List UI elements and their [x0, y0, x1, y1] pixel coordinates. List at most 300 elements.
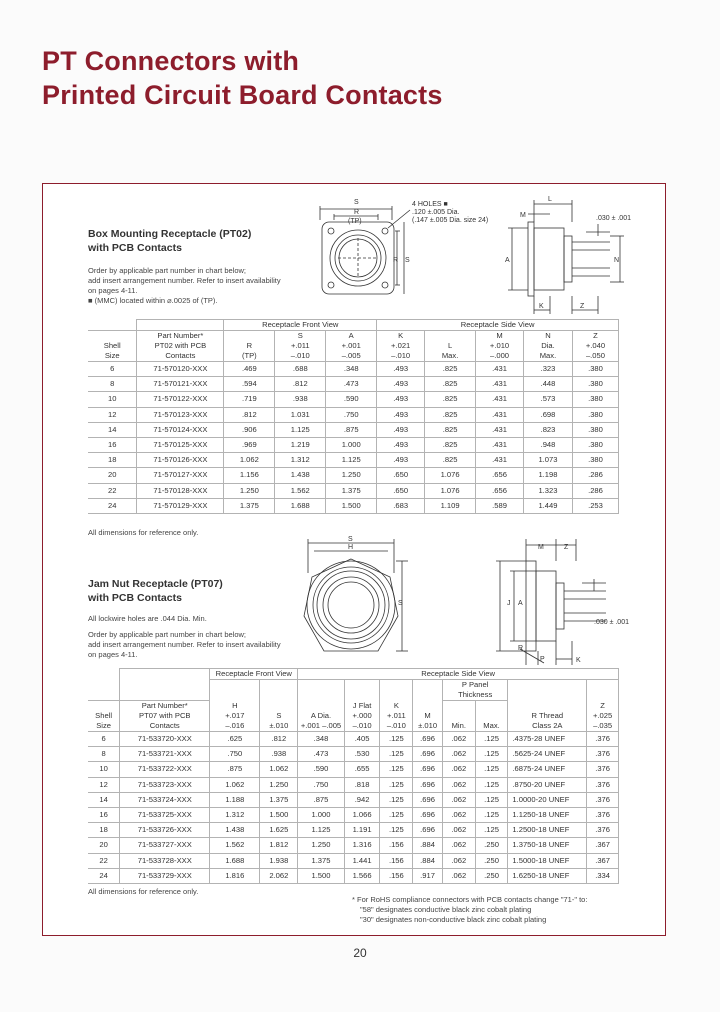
pt02-table-cell: 1.198	[524, 468, 573, 483]
pt07-table-body	[88, 732, 619, 884]
pt02-table-cell: .253	[572, 498, 618, 513]
pt07-table-cell: .156	[380, 868, 413, 883]
pt07-table-cell: 1.816	[210, 868, 260, 883]
pt02-table-row	[88, 422, 619, 437]
pt07-table-cell: 10	[88, 762, 120, 777]
pt02-table-cell: .969	[224, 437, 275, 452]
pt07-note: add insert arrangement number. Refer to insert availability	[88, 640, 281, 649]
pt07-table-cell: 1.250	[298, 838, 344, 853]
pt02-table-cell: .431	[476, 422, 524, 437]
pt07-table-cell: .625	[210, 732, 260, 747]
pt02-table-cell: .493	[377, 377, 425, 392]
pt07-spec-table	[88, 668, 619, 884]
pt02-table-cell: 1.125	[326, 453, 377, 468]
pt07-table-cell: 1.438	[210, 823, 260, 838]
pt02-table-cell: 71-570123-XXX	[137, 407, 224, 422]
pt02-table-row	[88, 437, 619, 452]
pt02-col-header: Shell Size	[88, 331, 137, 362]
pt07-table-cell: 1.812	[260, 838, 298, 853]
pt02-label-tol: .030 ± .001	[596, 215, 631, 222]
pt07-table-row	[88, 807, 619, 822]
pt07-table-cell: 1.2500-18 UNEF	[508, 823, 587, 838]
pt02-table-row	[88, 453, 619, 468]
pt02-note: ■ (MMC) located within ⌀.0025 of (TP).	[88, 296, 218, 305]
pt07-table-cell: 1.688	[210, 853, 260, 868]
pt02-table-cell: .493	[377, 437, 425, 452]
pt07-table-cell: 1.062	[260, 762, 298, 777]
pt07-col-header: K +.011 –.010	[380, 680, 413, 732]
pt02-heading-line1: Box Mounting Receptacle (PT02)	[88, 228, 252, 240]
pt02-table-cell: 1.076	[425, 483, 476, 498]
pt07-table-row	[88, 838, 619, 853]
pt07-table-cell: 1.625	[260, 823, 298, 838]
pt02-table-cell: .493	[377, 392, 425, 407]
pt07-table-cell: 71-533722-XXX	[120, 762, 210, 777]
pt07-table-cell: .884	[413, 853, 443, 868]
pt02-table-cell: 71-570121-XXX	[137, 377, 224, 392]
pt02-label-a: A	[505, 257, 510, 264]
pt07-table-cell: .376	[587, 762, 619, 777]
pt02-table-cell: .431	[476, 437, 524, 452]
pt07-label-p: P	[540, 656, 545, 663]
pt07-table-cell: .655	[344, 762, 380, 777]
pt02-table-cell: 1.076	[425, 468, 476, 483]
pt02-table-cell: .825	[425, 362, 476, 377]
pt07-table-cell: 1.191	[344, 823, 380, 838]
page-title	[42, 44, 443, 112]
pt07-table-row	[88, 762, 619, 777]
pt02-front-view-drawing	[300, 192, 489, 312]
pt07-col-header: R Thread Class 2A	[508, 680, 587, 732]
pt07-table-cell: .4375-28 UNEF	[508, 732, 587, 747]
pt07-table-cell: .590	[298, 762, 344, 777]
pt07-table-cell: 16	[88, 807, 120, 822]
pt02-table-cell: .825	[425, 422, 476, 437]
pt07-table-cell: 12	[88, 777, 120, 792]
pt07-note: All lockwire holes are .044 Dia. Min.	[88, 614, 207, 623]
pt02-table-cell: 1.312	[275, 453, 326, 468]
pt02-table-cell: 1.375	[326, 483, 377, 498]
pt07-table-cell: 18	[88, 823, 120, 838]
rohs-note: * For RoHS compliance connectors with PCB contacts change "71-" to:	[352, 895, 588, 904]
pt02-table-cell: .825	[425, 407, 476, 422]
pt07-table-cell: .750	[298, 777, 344, 792]
pt07-table-cell: .062	[442, 762, 475, 777]
pt02-table-cell: .875	[326, 422, 377, 437]
pt02-table-cell: .650	[377, 483, 425, 498]
pt02-notes	[88, 266, 281, 306]
pt02-table-cell: 18	[88, 453, 137, 468]
pt02-table-cell: .431	[476, 392, 524, 407]
pt02-table-cell: .656	[476, 468, 524, 483]
pt02-table-cell: .683	[377, 498, 425, 513]
title-line-2: Printed Circuit Board Contacts	[42, 80, 443, 110]
pt07-table-cell: .376	[587, 807, 619, 822]
pt07-table-cell: 1.566	[344, 868, 380, 883]
pt02-table-cell: 71-570122-XXX	[137, 392, 224, 407]
pt02-label-k: K	[539, 303, 544, 310]
pt07-table-cell: .405	[344, 732, 380, 747]
pt07-heading-line2: with PCB Contacts	[88, 592, 182, 604]
pt07-notes-a	[88, 614, 207, 624]
pt07-table-cell: .696	[413, 732, 443, 747]
pt07-table-row	[88, 823, 619, 838]
pt02-col-header: N Dia. Max.	[524, 331, 573, 362]
pt02-table-cell: 16	[88, 437, 137, 452]
pt02-table-cell: 1.449	[524, 498, 573, 513]
pt02-heading	[88, 227, 251, 255]
pt07-table-cell: .696	[413, 762, 443, 777]
pt02-table-cell: .431	[476, 362, 524, 377]
pt07-table-cell: 14	[88, 792, 120, 807]
pt02-table-cell: .380	[572, 362, 618, 377]
rohs-notes	[352, 895, 587, 925]
pt02-table-cell: .812	[275, 377, 326, 392]
pt07-table-cell: 8	[88, 747, 120, 762]
pt07-table-cell: 1.562	[210, 838, 260, 853]
pt07-col-header: M ±.010	[413, 680, 443, 732]
pt02-table-cell: .594	[224, 377, 275, 392]
pt02-col-header: Z +.040 –.050	[572, 331, 618, 362]
pt02-table-cell: .688	[275, 362, 326, 377]
pt07-table-cell: .062	[442, 792, 475, 807]
pt07-table-cell: 22	[88, 853, 120, 868]
pt07-table-cell: 71-533726-XXX	[120, 823, 210, 838]
pt07-table-cell: .875	[298, 792, 344, 807]
pt07-table-cell: .6875-24 UNEF	[508, 762, 587, 777]
pt07-table-cell: 1.938	[260, 853, 298, 868]
pt07-table-cell: .156	[380, 838, 413, 853]
pt07-label-tol: .030 ± .001	[594, 619, 629, 626]
pt07-table-cell: .530	[344, 747, 380, 762]
pt07-table-cell: .818	[344, 777, 380, 792]
pt02-table-cell: 1.073	[524, 453, 573, 468]
pt07-table-cell: .062	[442, 838, 475, 853]
pt02-table-cell: .812	[224, 407, 275, 422]
pt07-table-cell: 1.375	[298, 853, 344, 868]
pt02-table-cell: .938	[275, 392, 326, 407]
pt07-table-cell: .5625-24 UNEF	[508, 747, 587, 762]
pt07-table-cell: 1.0000-20 UNEF	[508, 792, 587, 807]
pt07-table-cell: 1.188	[210, 792, 260, 807]
pt07-table-cell: .376	[587, 732, 619, 747]
pt07-table-cell: .696	[413, 823, 443, 838]
pt02-table-cell: .825	[425, 453, 476, 468]
pt07-heading-line1: Jam Nut Receptacle (PT07)	[88, 578, 223, 590]
pt07-col-header: A Dia. +.001 –.005	[298, 680, 344, 732]
pt02-table-cell: .825	[425, 377, 476, 392]
pt02-col-header: S +.011 –.010	[275, 331, 326, 362]
pt02-col-header: L Max.	[425, 331, 476, 362]
pt07-table-cell: .884	[413, 838, 443, 853]
pt02-label-tp: (TP)	[348, 218, 362, 225]
pt07-table-cell: 6	[88, 732, 120, 747]
pt02-label-s: S	[354, 199, 359, 206]
pt02-table-cell: .380	[572, 437, 618, 452]
pt02-table-cell: 1.109	[425, 498, 476, 513]
pt07-group-panel: P Panel Thickness	[442, 680, 508, 701]
pt07-col-header: J Flat +.000 –.010	[344, 680, 380, 732]
pt02-table-row	[88, 498, 619, 513]
pt02-table-cell: .719	[224, 392, 275, 407]
pt07-label-j: J	[507, 600, 511, 607]
pt02-table-cell: .573	[524, 392, 573, 407]
pt07-table-cell: .125	[475, 747, 508, 762]
pt07-table-cell: .334	[587, 868, 619, 883]
pt07-table-cell: 71-533724-XXX	[120, 792, 210, 807]
pt02-table-cell: .431	[476, 377, 524, 392]
pt02-table-cell: 71-570126-XXX	[137, 453, 224, 468]
rohs-note: "30" designates non-conductive black zinc cobalt plating	[360, 915, 547, 924]
pt07-col-header: Shell Size	[88, 701, 120, 732]
pt02-label-l: L	[548, 196, 552, 203]
pt07-group-front-view: Receptacle Front View	[210, 669, 298, 680]
pt02-footnote: All dimensions for reference only.	[88, 528, 199, 537]
pt07-table-cell: .125	[475, 807, 508, 822]
pt07-heading	[88, 577, 223, 605]
pt02-table-cell: .380	[572, 377, 618, 392]
pt02-table-cell: 12	[88, 407, 137, 422]
pt07-table-cell: 1.500	[260, 807, 298, 822]
pt02-note: Order by applicable part number in chart below;	[88, 266, 246, 275]
pt07-table-cell: .473	[298, 747, 344, 762]
pt02-table-cell: .825	[425, 437, 476, 452]
pt02-label-r: R	[354, 209, 360, 216]
pt07-table-row	[88, 853, 619, 868]
title-line-1: PT Connectors with	[42, 46, 300, 76]
pt02-heading-line2: with PCB Contacts	[88, 242, 182, 254]
pt02-table-row	[88, 377, 619, 392]
pt02-note: add insert arrangement number. Refer to insert availability	[88, 276, 281, 285]
pt02-group-side-view: Receptacle Side View	[377, 320, 619, 331]
pt07-table-cell: 71-533720-XXX	[120, 732, 210, 747]
pt07-table-cell: .125	[475, 777, 508, 792]
pt07-table-cell: 1.6250-18 UNEF	[508, 868, 587, 883]
pt07-table-cell: .062	[442, 807, 475, 822]
pt02-table-cell: .650	[377, 468, 425, 483]
pt07-table-cell: .696	[413, 792, 443, 807]
pt02-table-cell: .493	[377, 453, 425, 468]
pt07-table-cell: 20	[88, 838, 120, 853]
pt07-label-r: R	[518, 645, 524, 652]
pt02-table-cell: 24	[88, 498, 137, 513]
pt02-table-cell: 1.062	[224, 453, 275, 468]
pt07-table-cell: 24	[88, 868, 120, 883]
pt07-table-cell: .062	[442, 823, 475, 838]
pt07-table-cell: .8750-20 UNEF	[508, 777, 587, 792]
pt02-label-s2: S	[405, 257, 410, 264]
pt07-table-row	[88, 777, 619, 792]
pt02-col-header: M +.010 –.000	[476, 331, 524, 362]
pt07-table-row	[88, 792, 619, 807]
pt07-table-cell: 71-533727-XXX	[120, 838, 210, 853]
pt07-table-cell: .125	[380, 747, 413, 762]
pt07-label-z: Z	[564, 544, 569, 551]
pt02-table-cell: 14	[88, 422, 137, 437]
pt07-table-cell: .062	[442, 732, 475, 747]
pt07-table-cell: 1.000	[298, 807, 344, 822]
pt02-table-cell: .493	[377, 407, 425, 422]
pt02-table-cell: .431	[476, 453, 524, 468]
pt07-table-cell: .938	[260, 747, 298, 762]
pt02-table-cell: 22	[88, 483, 137, 498]
pt07-table-cell: 1.312	[210, 807, 260, 822]
pt07-table-cell: .917	[413, 868, 443, 883]
pt02-table-cell: 1.438	[275, 468, 326, 483]
pt07-table-cell: .348	[298, 732, 344, 747]
pt07-table-cell: .125	[380, 807, 413, 822]
pt02-table-cell: 8	[88, 377, 137, 392]
pt07-table-cell: .376	[587, 777, 619, 792]
pt02-col-header: A +.001 –.005	[326, 331, 377, 362]
pt02-table-cell: .473	[326, 377, 377, 392]
pt02-table-cell: 1.688	[275, 498, 326, 513]
pt02-table-cell: 71-570120-XXX	[137, 362, 224, 377]
pt02-table-cell: 1.219	[275, 437, 326, 452]
pt02-label-holes: (.147 ±.005 Dia. size 24)	[412, 217, 489, 224]
pt07-table-cell: .156	[380, 853, 413, 868]
pt07-table-cell: 1.316	[344, 838, 380, 853]
pt07-label-s2: S	[398, 600, 403, 607]
pt07-table-cell: 71-533725-XXX	[120, 807, 210, 822]
pt07-col-header: Z +.025 –.035	[587, 680, 619, 732]
pt07-table-cell: .875	[210, 762, 260, 777]
pt07-col-header-max: Max.	[475, 701, 508, 732]
pt02-table-cell: 20	[88, 468, 137, 483]
pt07-table-cell: .696	[413, 747, 443, 762]
pt07-footnote: All dimensions for reference only.	[88, 887, 199, 896]
pt07-table-cell: .250	[475, 853, 508, 868]
pt02-table-cell: .286	[572, 468, 618, 483]
pt02-col-header: R (TP)	[224, 331, 275, 362]
pt02-table-cell: .589	[476, 498, 524, 513]
pt07-table-cell: .696	[413, 807, 443, 822]
pt02-col-header: K +.021 –.010	[377, 331, 425, 362]
pt07-side-view-drawing	[496, 535, 646, 685]
pt02-spec-table	[88, 319, 619, 514]
pt02-label-holes: 4 HOLES ■	[412, 201, 448, 208]
pt07-table-cell: 1.062	[210, 777, 260, 792]
pt02-table-cell: 1.125	[275, 422, 326, 437]
page-number: 20	[353, 946, 367, 960]
pt07-table-cell: .125	[380, 792, 413, 807]
pt02-label-z: Z	[580, 303, 585, 310]
pt02-table-cell: .380	[572, 392, 618, 407]
pt02-note: on pages 4-11.	[88, 286, 138, 295]
pt07-front-view-drawing	[298, 533, 418, 669]
pt02-table-row	[88, 468, 619, 483]
pt02-table-cell: 1.375	[224, 498, 275, 513]
pt02-table-cell: 1.250	[224, 483, 275, 498]
pt02-col-header: Part Number* PT02 with PCB Contacts	[137, 331, 224, 362]
pt02-table-cell: 6	[88, 362, 137, 377]
pt07-table-cell: 71-533728-XXX	[120, 853, 210, 868]
pt02-table-cell: .906	[224, 422, 275, 437]
pt07-col-header: Part Number* PT07 with PCB Contacts	[120, 701, 210, 732]
pt02-table-cell: .590	[326, 392, 377, 407]
pt07-table-cell: 1.500	[298, 868, 344, 883]
pt02-table-row	[88, 483, 619, 498]
pt02-table-cell: .493	[377, 422, 425, 437]
pt02-table-cell: .469	[224, 362, 275, 377]
pt07-table-cell: .125	[475, 823, 508, 838]
pt02-table-cell: 71-570128-XXX	[137, 483, 224, 498]
pt07-table-cell: .062	[442, 868, 475, 883]
pt07-table-cell: .062	[442, 747, 475, 762]
pt07-table-cell: .750	[210, 747, 260, 762]
pt02-table-cell: .825	[425, 392, 476, 407]
pt02-table-cell: 1.000	[326, 437, 377, 452]
pt07-table-cell: .376	[587, 747, 619, 762]
pt02-table-cell: .948	[524, 437, 573, 452]
pt02-label-n: N	[614, 257, 620, 264]
pt07-label-h: H	[348, 544, 354, 551]
pt02-table-cell: .286	[572, 483, 618, 498]
pt02-table-cell: .698	[524, 407, 573, 422]
pt07-note: Order by applicable part number in chart below;	[88, 630, 246, 639]
pt02-table-cell: .380	[572, 407, 618, 422]
pt02-table-cell: 1.156	[224, 468, 275, 483]
pt02-header-cell	[137, 320, 224, 331]
pt07-table-cell: .062	[442, 853, 475, 868]
pt07-table-cell: .367	[587, 838, 619, 853]
pt07-label-k: K	[576, 657, 581, 664]
pt02-table-row	[88, 362, 619, 377]
pt07-table-cell: 1.066	[344, 807, 380, 822]
pt07-table-cell: .696	[413, 777, 443, 792]
pt07-table-cell: .812	[260, 732, 298, 747]
pt07-header-cell	[88, 669, 120, 701]
pt07-table-cell: .942	[344, 792, 380, 807]
pt02-table-cell: .323	[524, 362, 573, 377]
pt02-table-cell: 10	[88, 392, 137, 407]
pt07-table-cell: 2.062	[260, 868, 298, 883]
pt02-table-cell: 71-570127-XXX	[137, 468, 224, 483]
pt02-table-cell: .380	[572, 422, 618, 437]
pt02-header-cell	[88, 320, 137, 331]
pt02-label-r2: R	[393, 257, 399, 264]
pt07-table-cell: 1.375	[260, 792, 298, 807]
pt07-table-cell: .125	[380, 732, 413, 747]
pt02-table-cell: 1.031	[275, 407, 326, 422]
pt07-table-row	[88, 732, 619, 747]
pt07-table-cell: 71-533729-XXX	[120, 868, 210, 883]
pt02-table-row	[88, 407, 619, 422]
pt02-table-cell: .448	[524, 377, 573, 392]
pt07-table-cell: .125	[475, 732, 508, 747]
pt07-label-m: M	[538, 544, 544, 551]
pt02-table-cell: 71-570125-XXX	[137, 437, 224, 452]
pt07-table-cell: .125	[475, 762, 508, 777]
pt02-table-cell: .380	[572, 453, 618, 468]
pt02-table-cell: 1.250	[326, 468, 377, 483]
pt07-table-cell: .376	[587, 823, 619, 838]
pt07-note: on pages 4-11.	[88, 650, 138, 659]
pt02-table-cell: .348	[326, 362, 377, 377]
pt07-table-cell: .376	[587, 792, 619, 807]
pt07-table-cell: .125	[475, 792, 508, 807]
pt02-table-cell: 1.323	[524, 483, 573, 498]
pt07-notes-b	[88, 630, 281, 660]
pt02-group-front-view: Receptacle Front View	[224, 320, 377, 331]
pt07-label-s: S	[348, 536, 353, 543]
pt07-table-cell: .062	[442, 777, 475, 792]
pt07-col-header: H +.017 –.016	[210, 680, 260, 732]
pt07-group-side-view: Receptacle Side View	[298, 669, 619, 680]
pt07-table-cell: 1.441	[344, 853, 380, 868]
pt02-side-view-drawing	[498, 192, 648, 316]
pt07-col-header: S ±.010	[260, 680, 298, 732]
